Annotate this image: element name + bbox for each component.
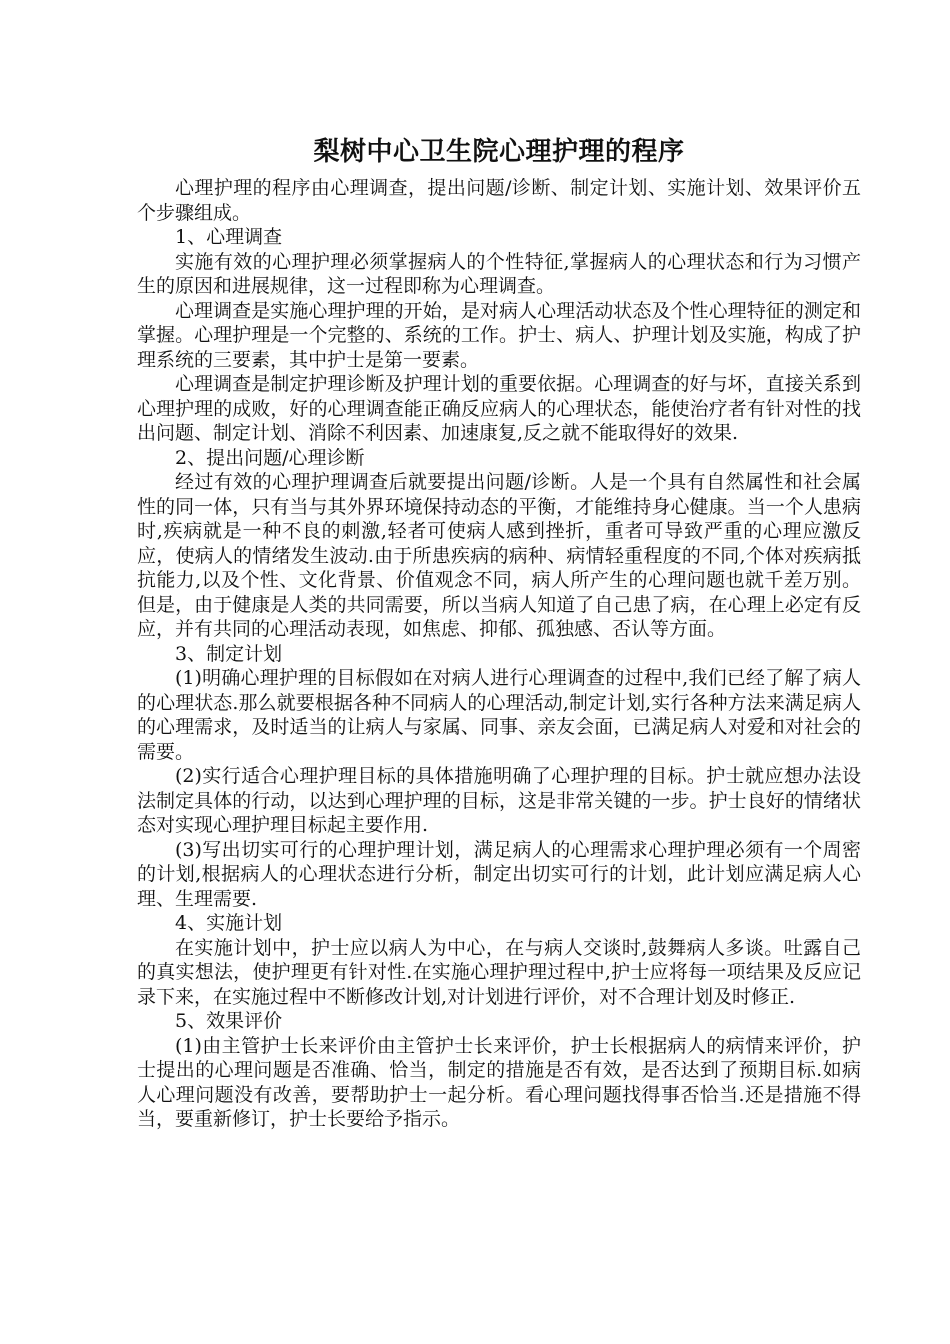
section-heading-evaluation: 5、效果评价 bbox=[175, 1010, 283, 1032]
document-title: 梨树中心卫生院心理护理的程序 bbox=[313, 137, 685, 167]
section-heading-planning: 3、制定计划 bbox=[175, 642, 283, 665]
section-heading-implementation: 4、实施计划 bbox=[175, 912, 283, 934]
section-heading-diagnosis: 2、提出问题/心理诊断 bbox=[175, 446, 365, 469]
paragraph: (3)写出切实可行的心理护理计划，满足病人的心理需求心理护理必须有一个周密的计划,根据病人的心理状态进行分析，制定出切实可行的计划，此计划应满足病人心理、生理需要. bbox=[137, 838, 861, 910]
section-heading-investigation: 1、心理调查 bbox=[175, 226, 283, 248]
paragraph-intro: 心理护理的程序由心理调查，提出问题/诊断、制定计划、实施计划、效果评价五个步骤组成。 bbox=[137, 177, 861, 224]
paragraph: 在实施计划中，护士应以病人为中心，在与病人交谈时,鼓舞病人多谈。吐露自己的真实想法，使护理更有针对性.在实施心理护理过程中,护士应将每一项结果及反应记录下来，在实施过程中不断修改计划,对计划进行评价，对不合理计划及时修正. bbox=[137, 936, 861, 1008]
document-page bbox=[137, 132, 861, 1132]
paragraph: 心理调查是实施心理护理的开始，是对病人心理活动状态及个性心理特征的测定和掌握。心理护理是一个完整的、系统的工作。护士、病人、护理计划及实施，构成了护理系统的三要素，其中护士是第一要素。 bbox=[137, 299, 861, 371]
paragraph: 心理调查是制定护理诊断及护理计划的重要依据。心理调查的好与坏，直接关系到心理护理的成败，好的心理调查能正确反应病人的心理状态，能使治疗者有针对性的找出问题、制定计划、消除不利因素、加速康复,反之就不能取得好的效果. bbox=[137, 373, 861, 444]
paragraph: (1)明确心理护理的目标假如在对病人进行心理调查的过程中,我们已经了解了病人的心理状态.那么就要根据各种不同病人的心理活动,制定计划,实行各种方法来满足病人的心理需求，及时适当的让病人与家属、同事、亲友会面，已满足病人对爱和对社会的需要。 bbox=[137, 667, 861, 763]
paragraph: (1)由主管护士长来评价由主管护士长来评价，护士长根据病人的病情来评价，护士提出的心理问题是否准确、恰当，制定的措施是否有效，是否达到了预期目标.如病人心理问题没有改善，要帮助护士一起分析。看心理问题找得事否恰当.还是措施不得当，要重新修订，护士长要给予指示。 bbox=[137, 1034, 861, 1130]
document-body bbox=[137, 176, 861, 1132]
paragraph: 经过有效的心理护理调查后就要提出问题/诊断。人是一个具有自然属性和社会属性的同一体，只有当与其外界环境保持动态的平衡，才能维持身心健康。当一个人患病时,疾病就是一种不良的刺激,轻者可使病人感到挫折，重者可导致严重的心理应激反应，使病人的情绪发生波动.由于所患疾病的病种、病情轻重程度的不同,个体对疾病抵抗能力,以及个性、文化背景、价值观念不同，病人所产生的心理问题也就千差万别。但是，由于健康是人类的共同需要，所以当病人知道了自己患了病，在心理上必定有反应，并有共同的心理活动表现，如焦虑、抑郁、孤独感、否认等方面。 bbox=[137, 471, 861, 640]
paragraph: (2)实行适合心理护理目标的具体措施明确了心理护理的目标。护士就应想办法设法制定具体的行动，以达到心理护理的目标，这是非常关键的一步。护士良好的情绪状态对实现心理护理目标起主要作用. bbox=[137, 765, 861, 836]
paragraph: 实施有效的心理护理必须掌握病人的个性特征,掌握病人的心理状态和行为习惯产生的原因和进展规律，这一过程即称为心理调查。 bbox=[137, 250, 861, 297]
